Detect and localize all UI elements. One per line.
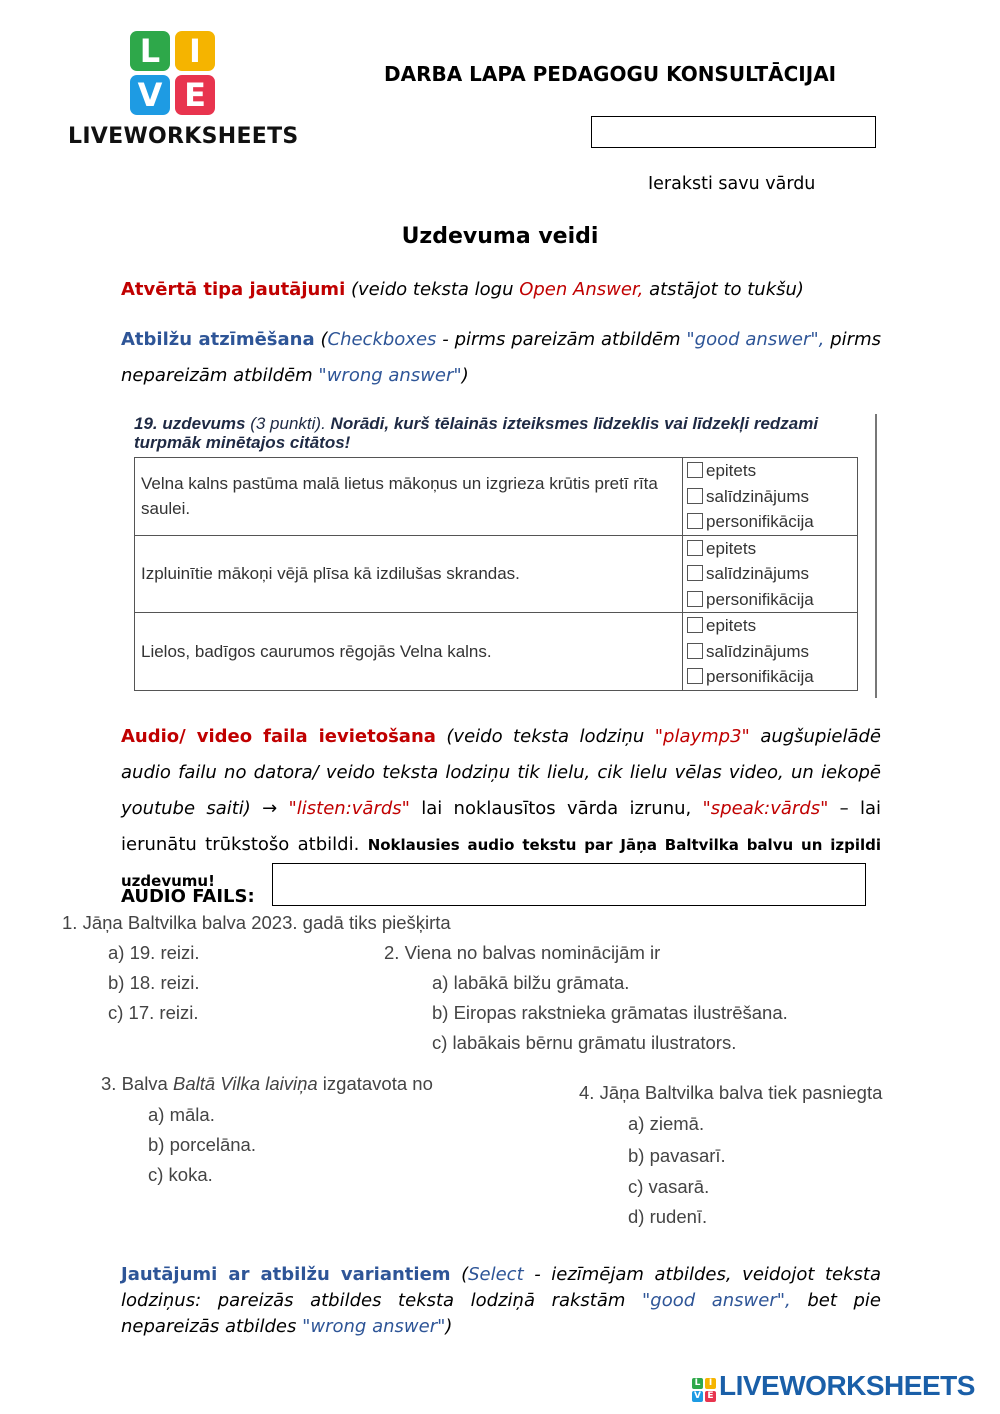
option-label: epitets (706, 461, 757, 480)
wrong-answer-keyword: "wrong answer" (318, 365, 462, 386)
q1-option-b[interactable]: b) 18. reizi. (108, 972, 200, 993)
select-text-1: ( (450, 1264, 469, 1285)
option-label: epitets (706, 538, 757, 558)
option-personifikacija[interactable] (687, 509, 853, 535)
checkbox[interactable] (687, 488, 703, 504)
option-salidzinajums[interactable] (687, 484, 853, 510)
task-19-table (134, 457, 858, 691)
task-right-rule (875, 414, 877, 698)
table-row (135, 613, 858, 691)
question-1: 1. Jāņa Baltvilka balva 2023. gadā tiks piešķirta (62, 912, 451, 933)
select-text-2: - iezīmējam atbildes, veidojot teksta lodziņus: pareizās atbildes teksta lodziņā rakstām (121, 1264, 881, 1311)
open-answer-heading: Atvērtā tipa jautājumi (121, 279, 346, 300)
audio-text-1: (veido teksta lodziņu (435, 726, 655, 747)
checkboxes-text-3: pirms nepareizām atbildēm (121, 329, 881, 386)
question-3 (101, 1073, 433, 1095)
footer-tile-v: V (692, 1391, 703, 1402)
checkbox[interactable] (687, 513, 703, 529)
section-open-answer (121, 272, 881, 308)
q3-text-pre: 3. Balva (101, 1073, 173, 1094)
worksheet-title: DARBA LAPA PEDAGOGU KONSULTĀCIJAI (384, 62, 837, 86)
audio-player-box[interactable] (272, 863, 866, 906)
options-cell (683, 458, 858, 536)
audio-label: AUDIO FAILS: (121, 886, 255, 907)
logo-tile-e: E (175, 75, 215, 115)
page-title: Uzdevuma veidi (401, 224, 599, 249)
option-label: salīdzinājums (706, 486, 809, 506)
checkboxes-text-1: ( (314, 329, 328, 350)
select-heading: Jautājumi ar atbilžu variantiem (121, 1264, 451, 1285)
option-salidzinajums[interactable] (687, 639, 853, 665)
checkbox[interactable] (687, 540, 703, 556)
option-label: personifikācija (706, 667, 814, 686)
footer-tile-e: E (705, 1391, 716, 1402)
audio-heading: Audio/ video faila ievietošana (121, 726, 436, 747)
checkboxes-text-4: ) (461, 365, 469, 386)
checkbox[interactable] (687, 617, 703, 633)
option-salidzinajums[interactable] (687, 561, 853, 587)
section-select (121, 1262, 881, 1340)
task-19 (134, 414, 874, 691)
option-epitets[interactable] (687, 613, 853, 639)
quote-cell: Lielos, badīgos caurumos rēgojās Velna kalns. (135, 613, 683, 691)
option-epitets[interactable] (687, 458, 853, 484)
checkboxes-heading: Atbilžu atzīmēšana (121, 329, 315, 350)
task-19-points: (3 punkti). (245, 414, 331, 433)
footer-tile-l: L (692, 1378, 703, 1389)
checkbox[interactable] (687, 591, 703, 607)
q2-option-a[interactable]: a) labākā bilžu grāmata. (432, 972, 630, 993)
checkbox[interactable] (687, 668, 703, 684)
checkboxes-text-2: - pirms pareizām atbildēm (436, 329, 687, 350)
options-cell (683, 613, 858, 691)
q2-option-b[interactable]: b) Eiropas rakstnieka grāmatas ilustrēšana. (432, 1002, 788, 1023)
question-2: 2. Viena no balvas nominācijām ir (384, 942, 661, 963)
arrow-icon: → (262, 798, 278, 819)
q4-option-c[interactable]: c) vasarā. (628, 1176, 710, 1197)
logo-text: LIVEWORKSHEETS (68, 124, 299, 149)
logo-tile-l: L (130, 31, 170, 71)
checkboxes-keyword: Checkboxes (327, 329, 437, 350)
logo-tile-i: I (175, 31, 215, 71)
checkbox[interactable] (687, 643, 703, 659)
open-answer-text-2: atstājot to tukšu) (643, 279, 804, 300)
footer-logo-text: LIVEWORKSHEETS (719, 1370, 975, 1401)
table-row (135, 535, 858, 613)
quote-cell: Izpluinītie mākoņi vējā plīsa kā izdilušas skrandas. (135, 535, 683, 613)
q4-option-d[interactable]: d) rudenī. (628, 1206, 708, 1227)
good-answer-keyword: "good answer", (686, 329, 825, 350)
option-label: epitets (706, 616, 757, 635)
listen-keyword: "listen:vārds" (288, 798, 410, 819)
q2-option-c[interactable]: c) labākais bērnu grāmatu ilustrators. (432, 1032, 737, 1053)
q3-text-post: izgatavota no (317, 1073, 433, 1094)
q4-option-a[interactable]: a) ziemā. (628, 1113, 705, 1134)
open-answer-keyword: Open Answer, (519, 279, 644, 300)
audio-instruction: Noklausies audio tekstu par Jāņa Baltvilka balvu un izpildi uzdevumu! (121, 836, 882, 890)
table-row (135, 458, 858, 536)
q4-option-b[interactable]: b) pavasarī. (628, 1145, 726, 1166)
footer-tile-i: I (705, 1378, 716, 1389)
name-input[interactable] (591, 116, 876, 148)
q1-option-c[interactable]: c) 17. reizi. (108, 1002, 199, 1023)
question-4: 4. Jāņa Baltvilka balva tiek pasniegta (579, 1082, 883, 1103)
options-cell (683, 535, 858, 613)
playmp3-keyword: "playmp3" (654, 726, 750, 747)
open-answer-text-1: (veido teksta logu (345, 279, 520, 300)
name-hint: Ieraksti savu vārdu (648, 174, 816, 194)
select-text-4: ) (445, 1316, 453, 1337)
task-19-heading (134, 414, 874, 452)
select-text-3: bet pie nepareizās atbildes (121, 1290, 881, 1337)
option-label: salīdzinājums (706, 641, 809, 661)
option-personifikacija[interactable] (687, 587, 853, 613)
select-good-answer: "good answer", (642, 1290, 791, 1311)
q3-option-c[interactable]: c) koka. (148, 1164, 213, 1185)
option-personifikacija[interactable] (687, 664, 853, 690)
option-label: personifikācija (706, 589, 814, 609)
audio-text-3: lai noklausītos vārda izrunu, (409, 798, 703, 819)
audio-text-2: augšupielādē audio failu no datora/ veido teksta lodziņu tik lielu, cik lielu vēlas video, un iekopē youtube saiti) (121, 726, 882, 819)
select-keyword: Select (468, 1264, 524, 1285)
q3-option-a[interactable]: a) māla. (148, 1104, 215, 1125)
checkbox[interactable] (687, 565, 703, 581)
quote-cell: Velna kalns pastūma malā lietus mākoņus un izgrieza krūtis pretī rīta saulei. (135, 458, 683, 536)
audio-text-4: – lai ierunātu trūkstošo atbildi. (121, 798, 881, 855)
task-19-number: 19. uzdevums (134, 414, 246, 433)
option-label: salīdzinājums (706, 564, 809, 583)
logo-tile-v: V (130, 75, 170, 115)
task-19-instruction: Norādi, kurš tēlainās izteiksmes līdzeklis vai līdzekļi redzami turpmāk minētajos citātos! (134, 414, 819, 452)
section-checkboxes (121, 322, 881, 394)
speak-keyword: "speak:vārds" (702, 798, 829, 819)
option-epitets[interactable] (687, 536, 853, 562)
q3-award-name: Baltā Vilka laiviņa (173, 1073, 318, 1094)
q3-option-b[interactable]: b) porcelāna. (148, 1134, 256, 1155)
q1-option-a[interactable]: a) 19. reizi. (108, 942, 200, 963)
select-wrong-answer: "wrong answer" (302, 1316, 446, 1337)
checkbox[interactable] (687, 462, 703, 478)
option-label: personifikācija (706, 512, 814, 531)
